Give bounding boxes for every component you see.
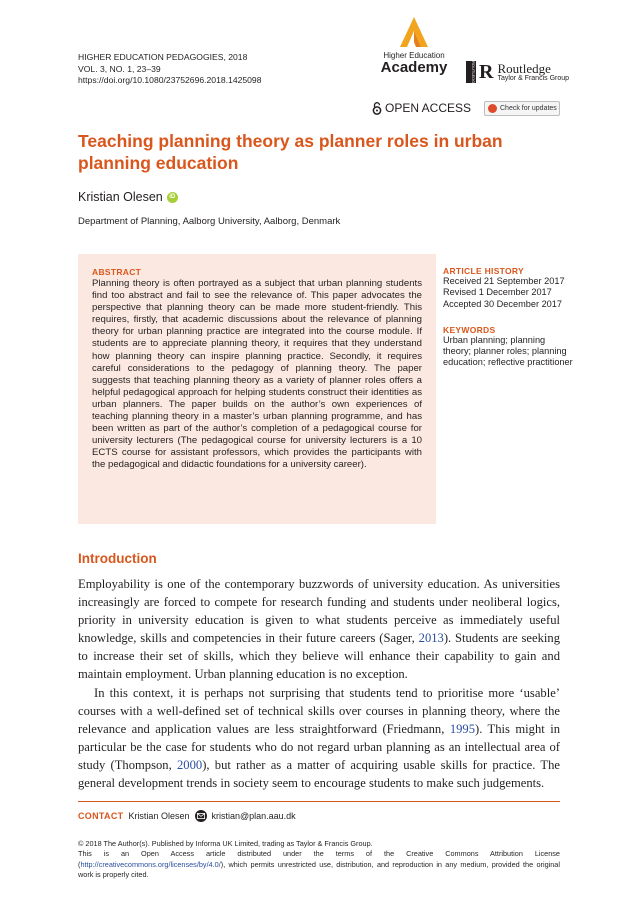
keywords-text: Urban planning; planning theory; planner roles; planning education; reflective practitioner [443, 334, 573, 368]
copyright-text: © 2018 The Author(s). Published by Informa UK Limited, trading as Taylor & Francis Group. [78, 839, 373, 848]
text-run: In this context, it is perhaps not surprising that students tend to prioritise more ‘usable’ courses with a well-defined set of technical skills over courses in planning theory, where the relevance and application values are less straightforward (Friedmann, [78, 685, 560, 736]
license-link[interactable]: http://creativecommons.org/licenses/by/4.0/ [80, 859, 221, 869]
text-run: ). Students are seeking to increase their set of skills, which they believe will enhance their capability to gain and maintain employment. Urban planning education is no exception. [78, 631, 560, 682]
keywords-heading: KEYWORDS [443, 324, 496, 335]
hea-logo-icon [396, 14, 432, 50]
intro-body [78, 575, 560, 792]
routledge-name: Routledge [497, 60, 551, 76]
routledge-bar: ROUTLEDGE [466, 61, 476, 83]
text-run: ), but rather as a matter of acquiring usable skills for practice. The general development trends in society seem to encourage students to make such judgements. [78, 757, 560, 791]
article-sidebar [443, 266, 573, 369]
citation-link[interactable]: 2013 [418, 631, 444, 646]
author-line [78, 190, 178, 204]
envelope-icon [195, 810, 207, 822]
hea-logo [378, 14, 450, 86]
affiliation: Department of Planning, Aalborg University, Aalborg, Denmark [78, 216, 341, 227]
intro-paragraph-1 [78, 575, 560, 684]
contact-label: CONTACT [78, 811, 124, 821]
check-updates-icon [488, 104, 497, 113]
journal-volume: VOL. 3, NO. 1, 23–39 [78, 63, 161, 74]
hea-logo-big: Academy [380, 59, 448, 76]
intro-heading: Introduction [78, 551, 157, 566]
journal-info [78, 52, 262, 87]
abstract-heading: ABSTRACT [92, 267, 142, 277]
citation-link[interactable]: 2000 [177, 757, 203, 772]
history-accepted: Accepted 30 December 2017 [443, 298, 563, 309]
article-title: Teaching planning theory as planner roles in urban planning education [78, 131, 503, 173]
abstract-text: Planning theory is often portrayed as a subject that urban planning students find too abstract and fail to see the relevance of. This paper advocates the perspective that planning theory can be made more student-friendly. This requires, firstly, that academic discussions about the relevance of planning theory for urban planning practice are integrated into the course module. If students are to appreciate planning theory, it requires that they understand how planning theory can inspire planning practice. Secondly, it requires careful considerations to the pedagogy of planning theory. The paper suggests that teaching planning theory as a variety of planner roles offers a helpful pedagogical approach for helping students construct their identities as urban planners. The paper builds on the author’s own experiences of teaching planning theory in a master’s urban planning programme, and has been written as part of the author’s completion of a pedagogical course for university lecturers (The pedagogical course for university lecturers is a 10 ECTS course for assistant professors, which provides the participants with the pedagogical and didactic foundations for a university career). [92, 278, 422, 471]
orcid-icon[interactable]: iD [167, 192, 178, 203]
text-run: Employability is one of the contemporary buzzwords of university education. As universities increasingly are forced to compete for research funding and students under neoliberal logics, priority in university education is given to what students perceive as immediately useful knowledge, skills and competencies in their future careers (Sager, [78, 577, 560, 646]
text-run: This is an Open Access article distributed under the terms of the Creative Commons Attribution License ( [78, 849, 560, 869]
abstract-box [78, 254, 436, 524]
history-heading: ARTICLE HISTORY [443, 266, 525, 276]
history-revised: Revised 1 December 2017 [443, 287, 552, 298]
journal-doi[interactable]: https://doi.org/10.1080/23752696.2018.1425098 [78, 75, 262, 85]
check-updates-button[interactable] [484, 101, 560, 116]
hea-logo-small: Higher Education [383, 51, 445, 60]
contact-line [78, 810, 296, 822]
routledge-r-icon: R [479, 61, 494, 83]
contact-name: Kristian Olesen [128, 811, 190, 821]
license-footer [78, 839, 560, 880]
routledge-logo [466, 60, 569, 84]
text-run: ), which permits unrestricted use, distribution, and reproduction in any medium, provided the original work is properly cited. [78, 859, 560, 879]
open-lock-icon [372, 102, 382, 115]
open-access-label: OPEN ACCESS [385, 101, 472, 115]
check-updates-label: Check for updates [500, 105, 557, 112]
text-run: ). This might in particular be the case for students who do not regard urban planning as an intellectual area of study (Thompson, [78, 721, 560, 772]
history-received: Received 21 September 2017 [443, 276, 565, 286]
license-text [78, 849, 560, 880]
contact-email[interactable]: kristian@plan.aau.dk [211, 811, 296, 821]
author-name: Kristian Olesen [78, 190, 163, 204]
open-access-badge [372, 101, 471, 115]
intro-paragraph-2 [78, 684, 560, 793]
citation-link[interactable]: 1995 [449, 721, 475, 736]
routledge-sub: Taylor & Francis Group [497, 74, 570, 82]
footer-divider [78, 801, 560, 802]
journal-name: HIGHER EDUCATION PEDAGOGIES, 2018 [78, 52, 248, 62]
